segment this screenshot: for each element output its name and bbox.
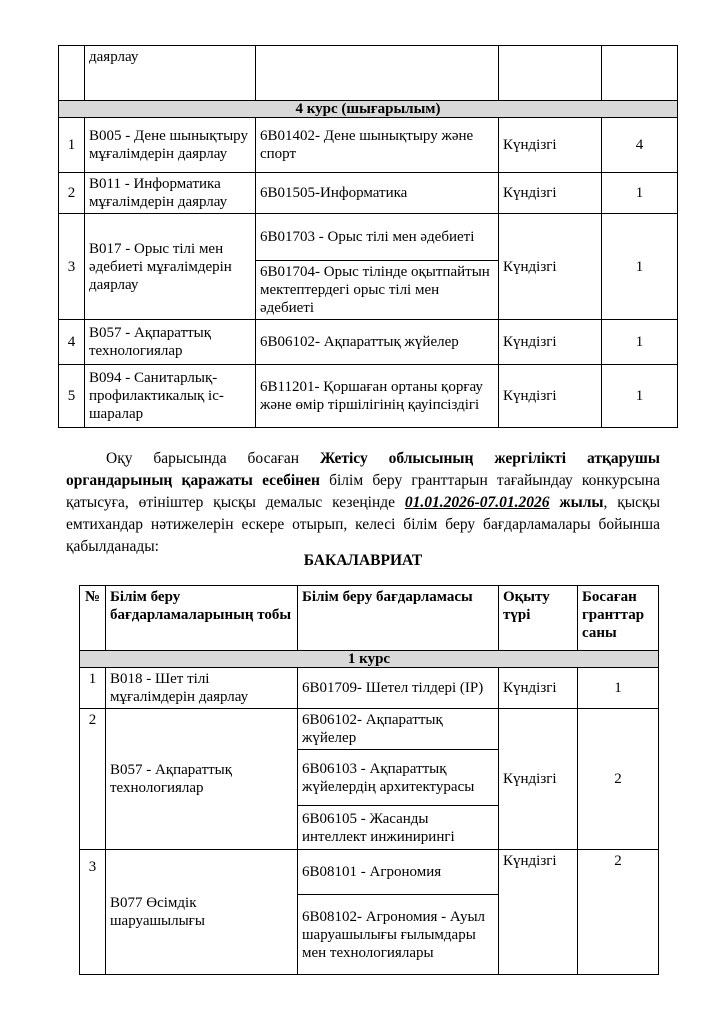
table-row-continuation <box>59 46 678 101</box>
header-program: Білім беру бағдарламасы <box>298 586 499 651</box>
program-group-cell: B057 - Ақпараттық технологиялар <box>85 320 256 365</box>
row-number-cell: 3 <box>80 850 106 975</box>
program-group-cell: B057 - Ақпараттық технологиялар <box>106 709 298 850</box>
program-group-cell: B017 - Орыс тілі мен әдебиеті мұғалімдерін даярлау <box>85 214 256 320</box>
row-number-cell: 2 <box>59 173 85 214</box>
header-program-group: Білім беру бағдарламаларының тобы <box>106 586 298 651</box>
grants-count-cell: 1 <box>602 214 678 320</box>
bachelor-heading: БАКАЛАВРИАТ <box>303 552 423 569</box>
paragraph-text: білім беру гранттарын тағайындау конкурсына қатысуға, өтініштер қысқы демалыс кезеңінде <box>66 471 660 511</box>
header-study-form: Оқыту түрі <box>499 586 578 651</box>
study-form-cell: Күндізгі <box>499 365 602 428</box>
program-cell <box>256 46 499 101</box>
grants-count-cell: 2 <box>578 850 659 975</box>
paragraph-text: Оқу барысында босаған <box>106 449 320 467</box>
table-row <box>59 173 678 214</box>
section-header-row <box>59 101 678 118</box>
program-cell: 6B01703 - Орыс тілі мен әдебиеті <box>256 214 499 261</box>
program-group-cell: B077 Өсімдік шаруашылығы <box>106 850 298 975</box>
grants-count-cell: 1 <box>602 173 678 214</box>
program-cell: 6B01709- Шетел тілдері (IP) <box>298 668 499 709</box>
table-row <box>59 214 678 261</box>
program-group-cell: B094 - Санитарлық-профилактикалық іс-шаралар <box>85 365 256 428</box>
table-row <box>80 850 659 895</box>
grants-count-cell: 1 <box>602 365 678 428</box>
grants-count-cell: 1 <box>578 668 659 709</box>
study-form-cell: Күндізгі <box>499 173 602 214</box>
program-cell: 6B08102- Агрономия - Ауыл шаруашылығы ғылымдары мен технологиялары <box>298 895 499 975</box>
program-cell: 6B01704- Орыс тілінде оқытпайтын мектептердегі орыс тілі мен әдебиеті <box>256 261 499 320</box>
program-cell: 6B06103 - Ақпараттық жүйелердің архитектурасы <box>298 750 499 806</box>
row-number-cell: 3 <box>59 214 85 320</box>
study-form-cell: Күндізгі <box>499 118 602 173</box>
program-cell: 6B08101 - Агрономия <box>298 850 499 895</box>
table-header-row <box>80 586 659 651</box>
study-form-cell <box>499 46 602 101</box>
section-title: 4 курс (шығарылым) <box>59 101 678 118</box>
program-cell: 6B06102- Ақпараттық жүйелер <box>256 320 499 365</box>
table-row <box>59 118 678 173</box>
row-number-cell: 5 <box>59 365 85 428</box>
study-form-cell: Күндізгі <box>499 709 578 850</box>
study-form-cell: Күндізгі <box>499 850 578 975</box>
row-number-cell: 1 <box>59 118 85 173</box>
program-cell: 6B06105 - Жасанды интеллект инжинирингі <box>298 806 499 850</box>
funding-source-bold-text: Жетісу облысының жергілікті атқарушы органдарының қаражаты есебінен <box>66 449 660 489</box>
row-number-cell <box>59 46 85 101</box>
row-number-cell: 2 <box>80 709 106 850</box>
grants-count-cell <box>602 46 678 101</box>
table-row <box>59 365 678 428</box>
program-group-cell: B018 - Шет тілі мұғалімдерін даярлау <box>106 668 298 709</box>
row-number-cell: 4 <box>59 320 85 365</box>
study-form-cell: Күндізгі <box>499 214 602 320</box>
grants-count-cell: 4 <box>602 118 678 173</box>
table-row <box>80 668 659 709</box>
admission-paragraph <box>66 448 660 558</box>
date-range-text: 01.01.2026-07.01.2026 <box>404 493 550 511</box>
grants-count-cell: 1 <box>602 320 678 365</box>
year-bold-text: жылы <box>549 493 604 511</box>
study-form-cell: Күндізгі <box>499 320 602 365</box>
program-cell: 6B06102- Ақпараттық жүйелер <box>298 709 499 750</box>
program-group-cell: B011 - Информатика мұғалімдерін даярлау <box>85 173 256 214</box>
row-number-cell: 1 <box>80 668 106 709</box>
section-title: 1 курс <box>80 651 659 668</box>
header-number: № <box>80 586 106 651</box>
header-grants-count: Босаған гранттар саны <box>578 586 659 651</box>
program-group-cell: даярлау <box>85 46 256 101</box>
section-header-row <box>80 651 659 668</box>
bachelor-table <box>79 585 659 975</box>
program-group-cell: B005 - Дене шынықтыру мұғалімдерін даярлау <box>85 118 256 173</box>
program-cell: 6B11201- Қоршаған ортаны қорғау және өмір тіршілігінің қауіпсіздігі <box>256 365 499 428</box>
paragraph-text: , қысқы емтихандар нәтижелерін ескере отырып, келесі білім беру бағдарламалары бойынша қабылданады: <box>66 493 660 555</box>
table-row <box>59 320 678 365</box>
table-row <box>80 709 659 750</box>
study-form-cell: Күндізгі <box>499 668 578 709</box>
course4-table <box>58 45 678 428</box>
program-cell: 6B01505-Информатика <box>256 173 499 214</box>
program-cell: 6B01402- Дене шынықтыру және спорт <box>256 118 499 173</box>
grants-count-cell: 2 <box>578 709 659 850</box>
